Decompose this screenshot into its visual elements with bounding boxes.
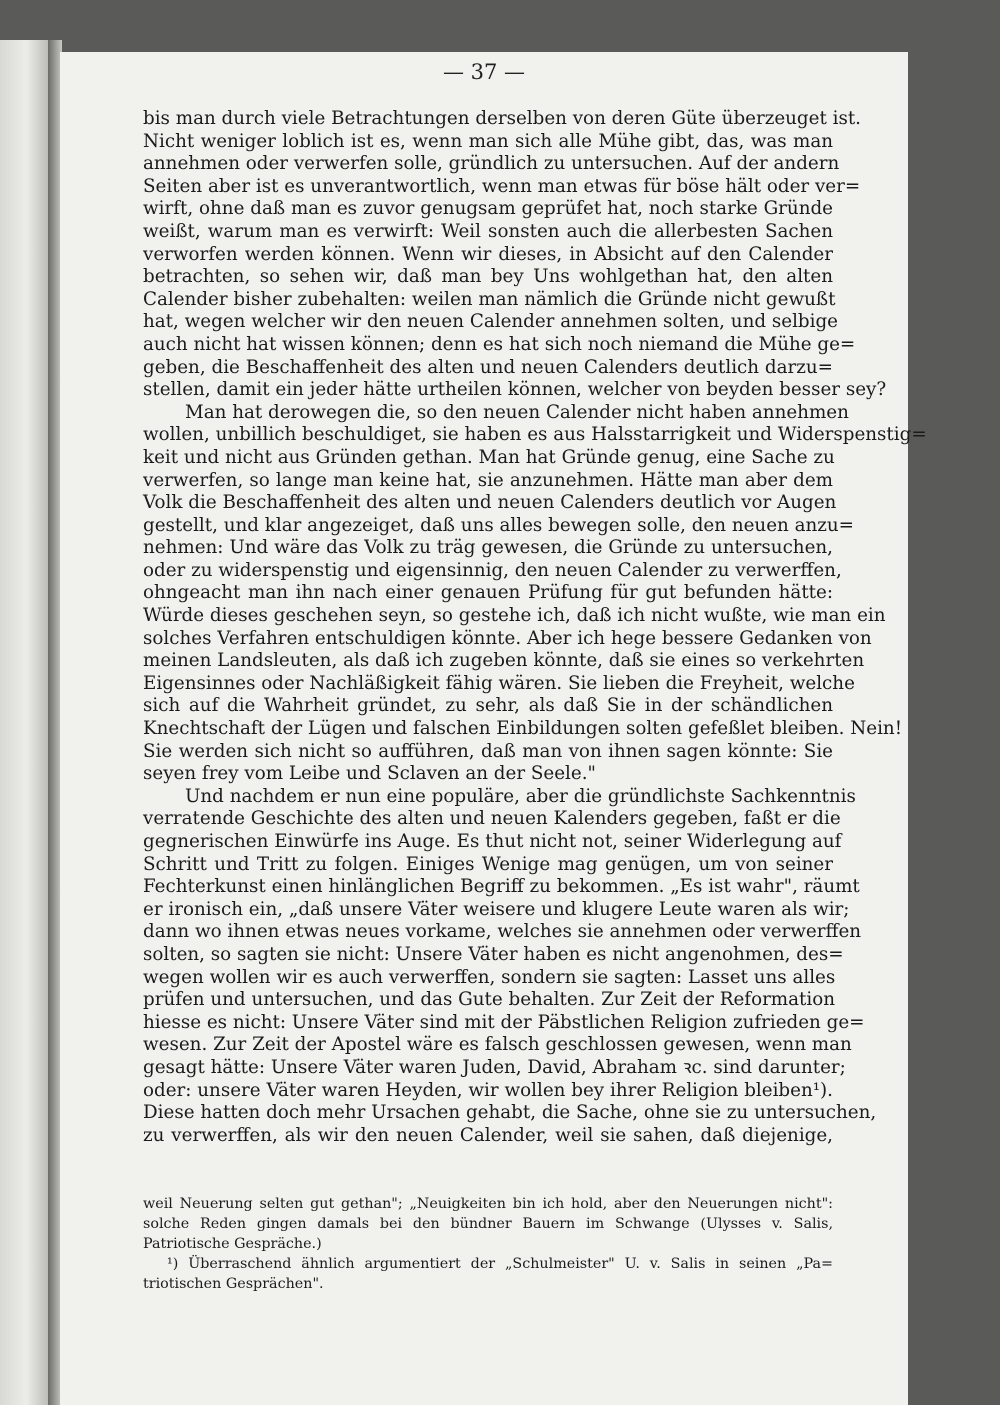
text-line: stellen, damit ein jeder hätte urtheilen können, welcher von beyden besser sey? bbox=[143, 379, 887, 401]
text-line: oder zu widerspenstig und eigensinnig, den neuen Calender zu verwerffen, bbox=[143, 559, 842, 581]
text-line: Volk die Beschaffenheit des alten und neuen Calenders deutlich vor Augen bbox=[143, 492, 837, 514]
text-line: solches Verfahren entschuldigen könnte. Aber ich hege bessere Gedanken von bbox=[143, 627, 872, 649]
text-line: meinen Landsleuten, als daß ich zugeben könnte, daß sie eines so verkehrten bbox=[143, 650, 865, 672]
text-line: wirft, ohne daß man es zuvor genugsam geprüfet hat, noch starke Gründe bbox=[143, 198, 833, 220]
footnote-line: ¹) Überraschend ähnlich argumentiert der „Schulmeister" U. v. Salis in seinen „Pa= bbox=[167, 1256, 833, 1272]
text-line: prüfen und untersuchen, und das Gute behalten. Zur Zeit der Reformation bbox=[143, 989, 836, 1011]
text-line: weißt, warum man es verwirft: Weil sonsten auch die allerbesten Sachen bbox=[143, 220, 833, 242]
text-line: wegen wollen wir es auch verwerffen, sondern sie sagten: Lasset uns alles bbox=[143, 966, 836, 988]
text-line: ohngeacht man ihn nach einer genauen Prüfung für gut befunden hätte: bbox=[143, 582, 833, 604]
text-line: er ironisch ein, „daß unsere Väter weisere und klugere Leute waren als wir; bbox=[143, 898, 850, 920]
text-line: Knechtschaft der Lügen und falschen Einbildungen solten gefeßlet bleiben. Nein! bbox=[143, 718, 903, 740]
text-line: zu verwerffen, als wir den neuen Calender, weil sie sahen, daß diejenige, bbox=[143, 1124, 833, 1146]
facing-page-edge bbox=[0, 40, 48, 1405]
text-line: Schritt und Tritt zu folgen. Einiges Wenige mag genügen, um von seiner bbox=[143, 853, 833, 875]
text-line: hat, wegen welcher wir den neuen Calender annehmen solten, und selbige bbox=[143, 311, 838, 333]
body-text bbox=[143, 108, 927, 1147]
footnote-line: solche Reden gingen damals bei den bündner Bauern im Schwange (Ulysses v. Salis, bbox=[143, 1216, 833, 1232]
text-line: keit und nicht aus Gründen gethan. Man hat Gründe genug, eine Sache zu bbox=[143, 446, 835, 468]
text-line: Seiten aber ist es unverantwortlich, wenn man etwas für böse hält oder ver= bbox=[143, 175, 861, 197]
page-number: — 37 — bbox=[442, 60, 526, 84]
text-line: hiesse es nicht: Unsere Väter sind mit der Päbstlichen Religion zufrieden ge= bbox=[143, 1011, 865, 1033]
footnote-line: triotischen Gesprächen". bbox=[143, 1276, 324, 1292]
footnote-line: Patriotische Gespräche.) bbox=[143, 1236, 322, 1252]
text-line: Eigensinnes oder Nachläßigkeit fähig wären. Sie lieben die Freyheit, welche bbox=[143, 672, 855, 694]
text-line: geben, die Beschaffenheit des alten und neuen Calenders deutlich darzu= bbox=[143, 356, 833, 378]
text-line: Man hat derowegen die, so den neuen Calender nicht haben annehmen bbox=[185, 401, 849, 423]
text-line: wesen. Zur Zeit der Apostel wäre es falsch geschlossen gewesen, wenn man bbox=[143, 1034, 852, 1056]
text-line: betrachten, so sehen wir, daß man bey Uns wohlgethan hat, den alten bbox=[143, 266, 833, 288]
text-line: nehmen: Und wäre das Volk zu träg gewesen, die Gründe zu untersuchen, bbox=[143, 537, 833, 559]
text-line: Nicht weniger loblich ist es, wenn man sich alle Mühe gibt, das, was man bbox=[143, 130, 833, 152]
footnote-line: weil Neuerung selten gut gethan"; „Neuigkeiten bin ich hold, aber den Neuerungen nicht": bbox=[143, 1196, 833, 1212]
text-line: Diese hatten doch mehr Ursachen gehabt, die Sache, ohne sie zu untersuchen, bbox=[143, 1102, 877, 1124]
text-line: oder: unsere Väter waren Heyden, wir wollen bey ihrer Religion bleiben¹). bbox=[143, 1079, 833, 1101]
text-line: verworfen werden können. Wenn wir dieses, in Absicht auf den Calender bbox=[143, 243, 833, 265]
text-line: solten, so sagten sie nicht: Unsere Väter haben es nicht angenohmen, des= bbox=[143, 943, 844, 965]
text-line: Würde dieses geschehen seyn, so gestehe ich, daß ich nicht wußte, wie man ein bbox=[143, 605, 886, 627]
text-line: sich auf die Wahrheit gründet, zu sehr, als daß Sie in der schändlichen bbox=[143, 695, 833, 717]
text-line: gegnerischen Einwürfe ins Auge. Es thut nicht not, seiner Widerlegung auf bbox=[143, 831, 842, 852]
text-line: annehmen oder verwerfen solle, gründlich zu untersuchen. Auf der andern bbox=[143, 153, 840, 175]
text-line: bis man durch viele Betrachtungen derselben von deren Güte überzeuget ist. bbox=[143, 108, 861, 129]
text-line: auch nicht hat wissen können; denn es hat sich noch niemand die Mühe ge= bbox=[143, 333, 856, 355]
text-line: verratende Geschichte des alten und neuen Kalenders gegeben, faßt er die bbox=[143, 808, 841, 830]
text-line: seyen frey vom Leibe und Sclaven an der Seele." bbox=[143, 763, 596, 785]
text-line: Sie werden sich nicht so aufführen, daß man von ihnen sagen könnte: Sie bbox=[143, 740, 833, 762]
text-line: verwerfen, so lange man keine hat, sie anzunehmen. Hätte man aber dem bbox=[143, 469, 833, 491]
text-line: gesagt hätte: Unsere Väter waren Juden, David, Abraham ꝛc. sind darunter; bbox=[143, 1056, 846, 1078]
footnotes bbox=[143, 1194, 833, 1294]
text-line: gestellt, und klar angezeiget, daß uns alles bewegen solle, den neuen anzu= bbox=[143, 514, 855, 536]
text-line: Fechterkunst einen hinlänglichen Begriff zu bekommen. „Es ist wahr", räumt bbox=[143, 876, 860, 898]
text-line: dann wo ihnen etwas neues vorkame, welches sie annehmen oder verwerffen bbox=[143, 921, 862, 943]
text-line: Calender bisher zubehalten: weilen man nämlich die Gründe nicht gewußt bbox=[143, 288, 836, 310]
book-page bbox=[60, 52, 927, 1405]
text-line: wollen, unbillich beschuldiget, sie haben es aus Halsstarrigkeit und Widerspenstig= bbox=[143, 424, 927, 446]
text-line: Und nachdem er nun eine populäre, aber die gründlichste Sachkenntnis bbox=[185, 785, 856, 807]
